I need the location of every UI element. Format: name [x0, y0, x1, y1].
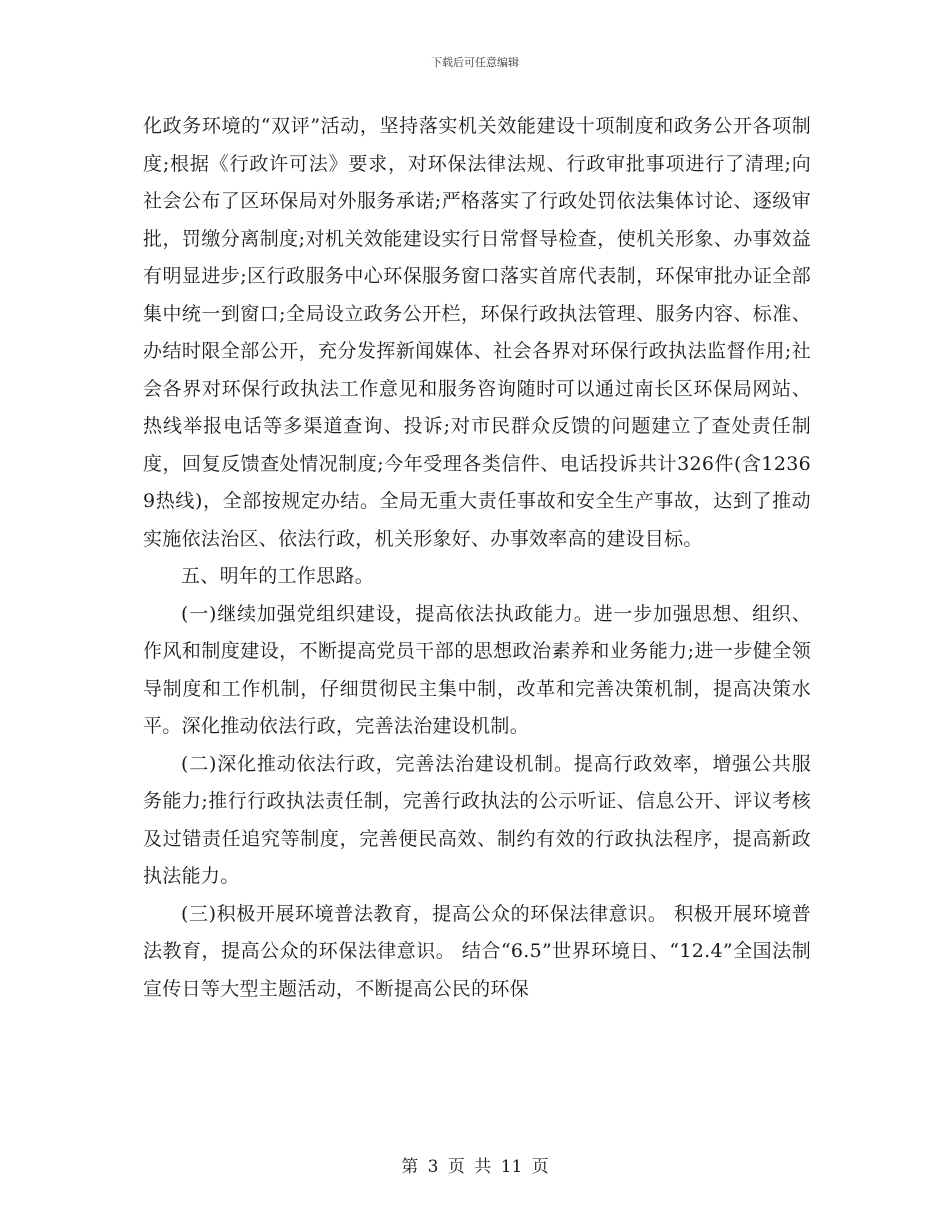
page-header-note: 下载后可任意编辑 [431, 56, 519, 69]
page-number: 第 3 页 共 11 页 [401, 1157, 549, 1177]
paragraph-item-2: (二)深化推动依法行政，完善法治建设机制。提高行政效率，增强公共服务能力;推行行政执法责任制，完善行政执法的公示听证、信息公开、评议考核及过错责任追究等制度，完善便民高效、制约有效的行政执法程序，提高新政执法能力。 [143, 752, 811, 887]
document-body [143, 108, 811, 1008]
paragraph-continued: 化政务环境的“双评”活动，坚持落实机关效能建设十项制度和政务公开各项制度;根据《行政许可法》要求，对环保法律法规、行政审批事项进行了清理;向社会公布了区环保局对外服务承诺;严格落实了行政处罚依法集体讨论、逐级审批，罚缴分离制度;对机关效能建设实行日常督导检查，使机关形象、办事效益有明显进步;区行政服务中心环保服务窗口落实首席代表制，环保审批办证全部集中统一到窗口;全局设立政务公开栏，环保行政执法管理、服务内容、标准、办结时限全部公开，充分发挥新闻媒体、社会各界对环保行政执法监督作用;社会各界对环保行政执法工作意见和服务咨询随时可以通过南长区环保局网站、热线举报电话等多渠道查询、投诉;对市民群众反馈的问题建立了查处责任制度，回复反馈查处情况制度;今年受理各类信件、电话投诉共计326件(含12369热线)，全部按规定办结。全局无重大责任事故和安全生产事故，达到了推动实施依法治区、依法行政，机关形象好、办事效率高的建设目标。 [143, 115, 811, 550]
paragraph-item-1: (一)继续加强党组织建设，提高依法执政能力。进一步加强思想、组织、作风和制度建设，不断提高党员干部的思想政治素养和业务能力;进一步健全领导制度和工作机制，仔细贯彻民主集中制，改革和完善决策机制，提高决策水平。深化推动依法行政，完善法治建设机制。 [143, 602, 811, 737]
section-heading: 五、明年的工作思路。 [181, 565, 375, 587]
paragraph-item-3: (三)积极开展环境普法教育，提高公众的环保法律意识。 积极开展环境普法教育，提高公众的环保法律意识。 结合“6.5”世界环境日、“12.4”全国法制宣传日等大型主题活动，不断提高公民的环保 [143, 902, 811, 1000]
